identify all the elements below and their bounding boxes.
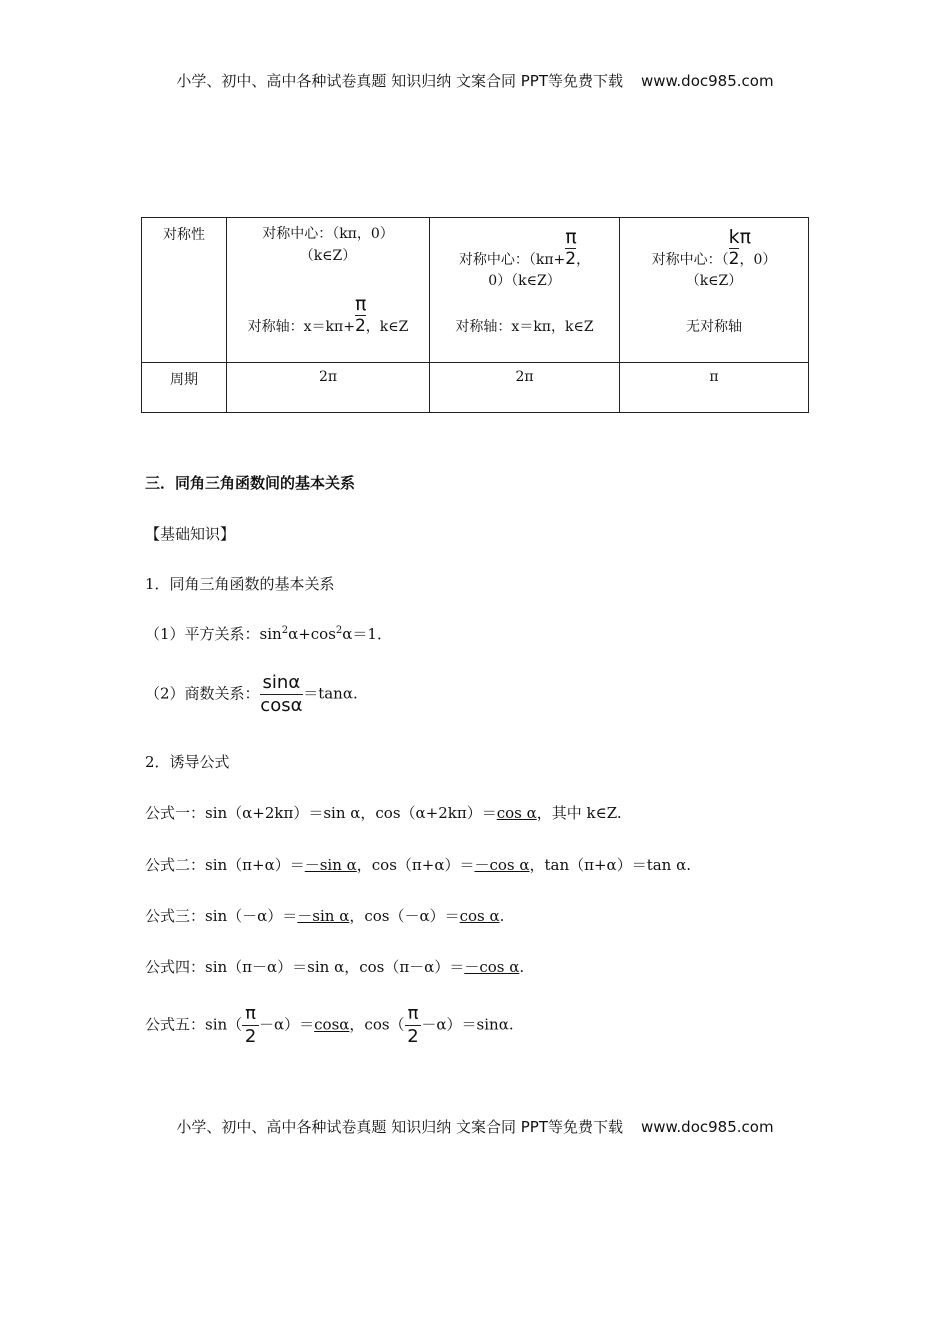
tan-symmetry-cell: 对称中心：（ $\frac{k\pi}{2}$，0） （k∈Z） 无对称轴 <box>620 218 809 363</box>
header-url[interactable]: www.doc985.com <box>640 72 774 90</box>
table-row-symmetry <box>142 218 809 363</box>
properties-table <box>141 217 809 413</box>
row-label-symmetry: 对称性 <box>142 218 227 363</box>
item2-heading: 2．诱导公式 <box>145 753 230 771</box>
pi-over-2-fraction: $\frac{\pi}{2}$ <box>405 1003 422 1048</box>
sin-over-cos-fraction: $\frac{\sin\alpha}{\cos\alpha}$ <box>260 672 303 716</box>
quotient-relation: （2）商数关系： $\frac{\sin\alpha}{\cos\alpha}$ ＝tanα. <box>145 672 358 716</box>
sin-symmetry-cell: 对称中心：（kπ，0） （k∈Z） 对称轴：x＝kπ+ $\frac{\pi}{2}$，k∈Z <box>227 218 430 363</box>
sin-period-cell: 2π <box>227 363 430 413</box>
item1-heading: 1．同角三角函数的基本关系 <box>145 575 335 593</box>
formula-4: 公式四：sin（π－α）＝sin α，cos（π－α）＝－cos α. <box>145 958 525 976</box>
formula-3: 公式三：sin（－α）＝－sin α，cos（－α）＝cos α. <box>145 907 505 925</box>
square-relation: （1）平方关系：$\sin^2\alpha+\cos^2\alpha=1$． <box>145 625 392 643</box>
pi-over-2-fraction: $\frac{\pi}{2}$ <box>565 226 577 269</box>
formula-2: 公式二：sin（π+α）＝－sin α，cos（π+α）＝－cos α，tan（π+α）＝tan α. <box>145 856 691 874</box>
tan-period-cell: π <box>620 363 809 413</box>
section-title: 三．同角三角函数间的基本关系 <box>145 474 356 492</box>
cos-symmetry-cell: 对称中心：（kπ+ $\frac{\pi}{2}$， 0）（k∈Z） 对称轴：x＝kπ，k∈Z <box>430 218 620 363</box>
page-header: 小学、初中、高中各种试卷真题 知识归纳 文案合同 PPT等免费下载 www.doc985.com <box>176 72 774 90</box>
row-label-period: 周期 <box>142 363 227 413</box>
formula-5: 公式五：sin（ $\frac{\pi}{2}$ －α）＝cosα，cos（ $\frac{\pi}{2}$ －α）＝sinα. <box>145 1003 514 1047</box>
kpi-over-2-fraction: $\frac{k\pi}{2}$ <box>728 226 752 269</box>
table-row-period <box>142 363 809 413</box>
pi-over-2-fraction: $\frac{\pi}{2}$ <box>242 1003 259 1048</box>
basic-knowledge-label: 【基础知识】 <box>145 525 236 543</box>
formula-1: 公式一：sin（α+2kπ）＝sin α，cos（α+2kπ）＝cos α，其中 k∈Z. <box>145 804 622 822</box>
pi-over-2-fraction: $\frac{\pi}{2}$ <box>354 293 367 336</box>
page-footer: 小学、初中、高中各种试卷真题 知识归纳 文案合同 PPT等免费下载 www.doc985.com <box>176 1118 774 1136</box>
cos-period-cell: 2π <box>430 363 620 413</box>
footer-url[interactable]: www.doc985.com <box>640 1118 774 1136</box>
